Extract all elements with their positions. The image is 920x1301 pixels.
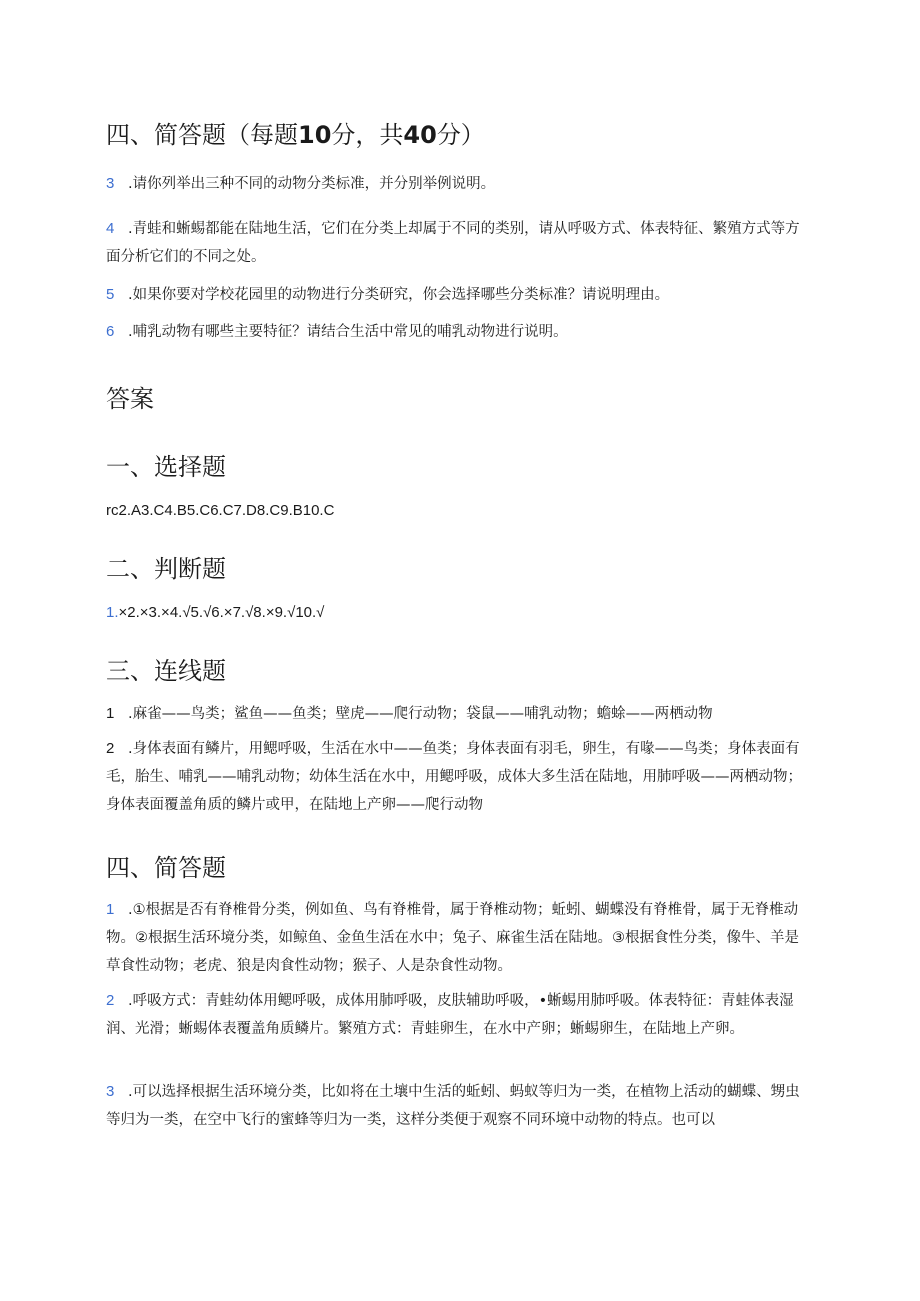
judge-answers-rest: ×2.×3.×4.√5.√6.×7.√8.×9.√10.√ [118, 604, 325, 621]
question-item [106, 170, 806, 198]
answer-number: 3 [106, 1083, 115, 1100]
question-text: .青蛙和蜥蜴都能在陆地生活，它们在分类上却属于不同的类别，请从呼吸方式、体表特征、繁殖方式等方面分析它们的不同之处。 [106, 221, 800, 265]
answer-text: .麻雀——鸟类；鲨鱼——鱼类；壁虎——爬行动物；袋鼠——哺乳动物；蟾蜍——两栖动物 [128, 706, 713, 722]
question-item [106, 318, 806, 346]
question-number: 5 [106, 286, 115, 303]
choice-answers-line: rc2.A3.C4.B5.C6.C7.D8.C9.B10.C [106, 502, 335, 519]
question-text: .请你列举出三种不同的动物分类标准，并分别举例说明。 [128, 176, 496, 192]
answer-item [106, 1078, 806, 1134]
question-number: 4 [106, 220, 115, 237]
answer-item [106, 896, 806, 980]
question-text: .哺乳动物有哪些主要特征？请结合生活中常见的哺乳动物进行说明。 [128, 324, 568, 340]
section-heading-judge: 二、判断题 [106, 555, 226, 583]
answer-text: .身体表面有鳞片，用鳃呼吸，生活在水中——鱼类；身体表面有羽毛，卵生，有喙——鸟类；身体表面有毛，胎生、哺乳——哺乳动物；幼体生活在水中，用鳃呼吸，成体大多生活在陆地，用肺呼吸——两栖动物；身体表面覆盖角质的鳞片或甲，在陆地上产卵——爬行动物 [106, 741, 802, 813]
answers-title: 答案 [106, 385, 154, 413]
answer-number: 1 [106, 901, 115, 918]
section-heading-choice: 一、选择题 [106, 453, 226, 481]
question-item [106, 215, 806, 271]
answer-item [106, 987, 806, 1043]
answer-text: .呼吸方式：青蛙幼体用鳃呼吸，成体用肺呼吸，皮肤辅助呼吸，•蜥蜴用肺呼吸。体表特征：青蛙体表湿润、光滑；蜥蜴体表覆盖角质鳞片。繁殖方式：青蛙卵生，在水中产卵；蜥蜴卵生，在陆地上产卵。 [106, 993, 794, 1037]
answer-number: 1 [106, 705, 115, 722]
answer-item [106, 735, 806, 819]
judge-first-number: 1. [106, 604, 119, 621]
judge-answers-line [106, 602, 324, 624]
question-number: 6 [106, 323, 115, 340]
question-number: 3 [106, 175, 115, 192]
section-heading-match: 三、连线题 [106, 657, 226, 685]
answer-number: 2 [106, 992, 115, 1009]
answer-number: 2 [106, 740, 115, 757]
answer-item [106, 700, 806, 728]
question-item [106, 281, 806, 309]
section-heading-short-answers: 四、简答题 [106, 854, 226, 882]
answer-text: .可以选择根据生活环境分类，比如将在土壤中生活的蚯蚓、蚂蚁等归为一类，在植物上活动的蝴蝶、甥虫等归为一类，在空中飞行的蜜蜂等归为一类，这样分类便于观察不同环境中动物的特点。也可以 [106, 1084, 800, 1128]
answer-text: .①根据是否有脊椎骨分类，例如鱼、鸟有脊椎骨，属于脊椎动物；蚯蚓、蝴蝶没有脊椎骨，属于无脊椎动物。②根据生活环境分类，如鲸鱼、金鱼生活在水中；兔子、麻雀生活在陆地。③根据食性分类，像牛、羊是草食性动物；老虎、狼是肉食性动物；猴子、人是杂食性动物。 [106, 902, 799, 974]
question-text: .如果你要对学校花园里的动物进行分类研究，你会选择哪些分类标准？请说明理由。 [128, 287, 670, 303]
section-heading-short-answer: 四、简答题（每题10分，共40分） [106, 121, 485, 149]
